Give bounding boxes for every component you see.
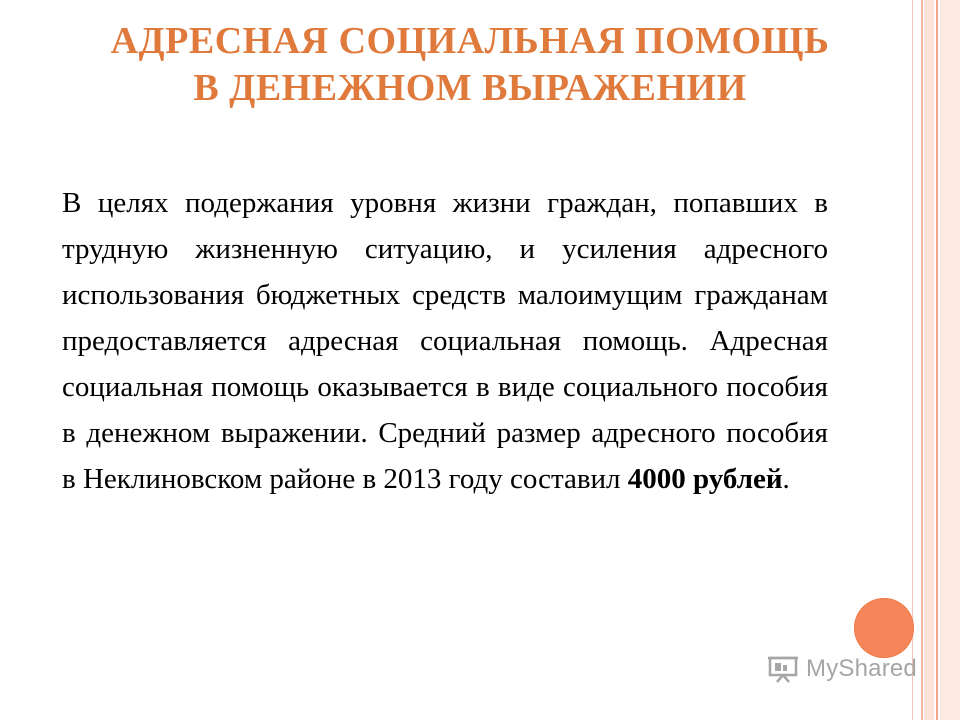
- border-stripe: [924, 0, 934, 720]
- presentation-board-icon: [768, 655, 800, 683]
- border-stripe: [940, 0, 960, 720]
- right-border-decoration: [912, 0, 960, 720]
- body-main-text: В целях подержания уровня жизни граждан, попавших в трудную жизненную ситуацию, и усиления адресного использования бюджетных средств малоимущим гражданам предоставляется адресная социальная помощь. Адресная социальная помощь оказывается в виде социального пособия в денежном выражении. Средний размер адресного пособия в Неклиновском районе в 2013 году составил: [62, 187, 828, 495]
- body-amount-bold: 4000 рублей: [627, 463, 783, 495]
- watermark: [768, 655, 917, 683]
- body-end-punctuation: .: [782, 463, 790, 495]
- watermark-text: MyShared: [806, 655, 917, 682]
- border-stripe: [921, 0, 923, 720]
- slide-body-text: [62, 180, 828, 502]
- decorative-circle: [854, 598, 914, 658]
- border-stripe: [912, 0, 913, 720]
- slide-title: АДРЕСНАЯ СОЦИАЛЬНАЯ ПОМОЩЬ В ДЕНЕЖНОМ ВЫРАЖЕНИИ: [110, 20, 830, 109]
- border-stripe: [936, 0, 938, 720]
